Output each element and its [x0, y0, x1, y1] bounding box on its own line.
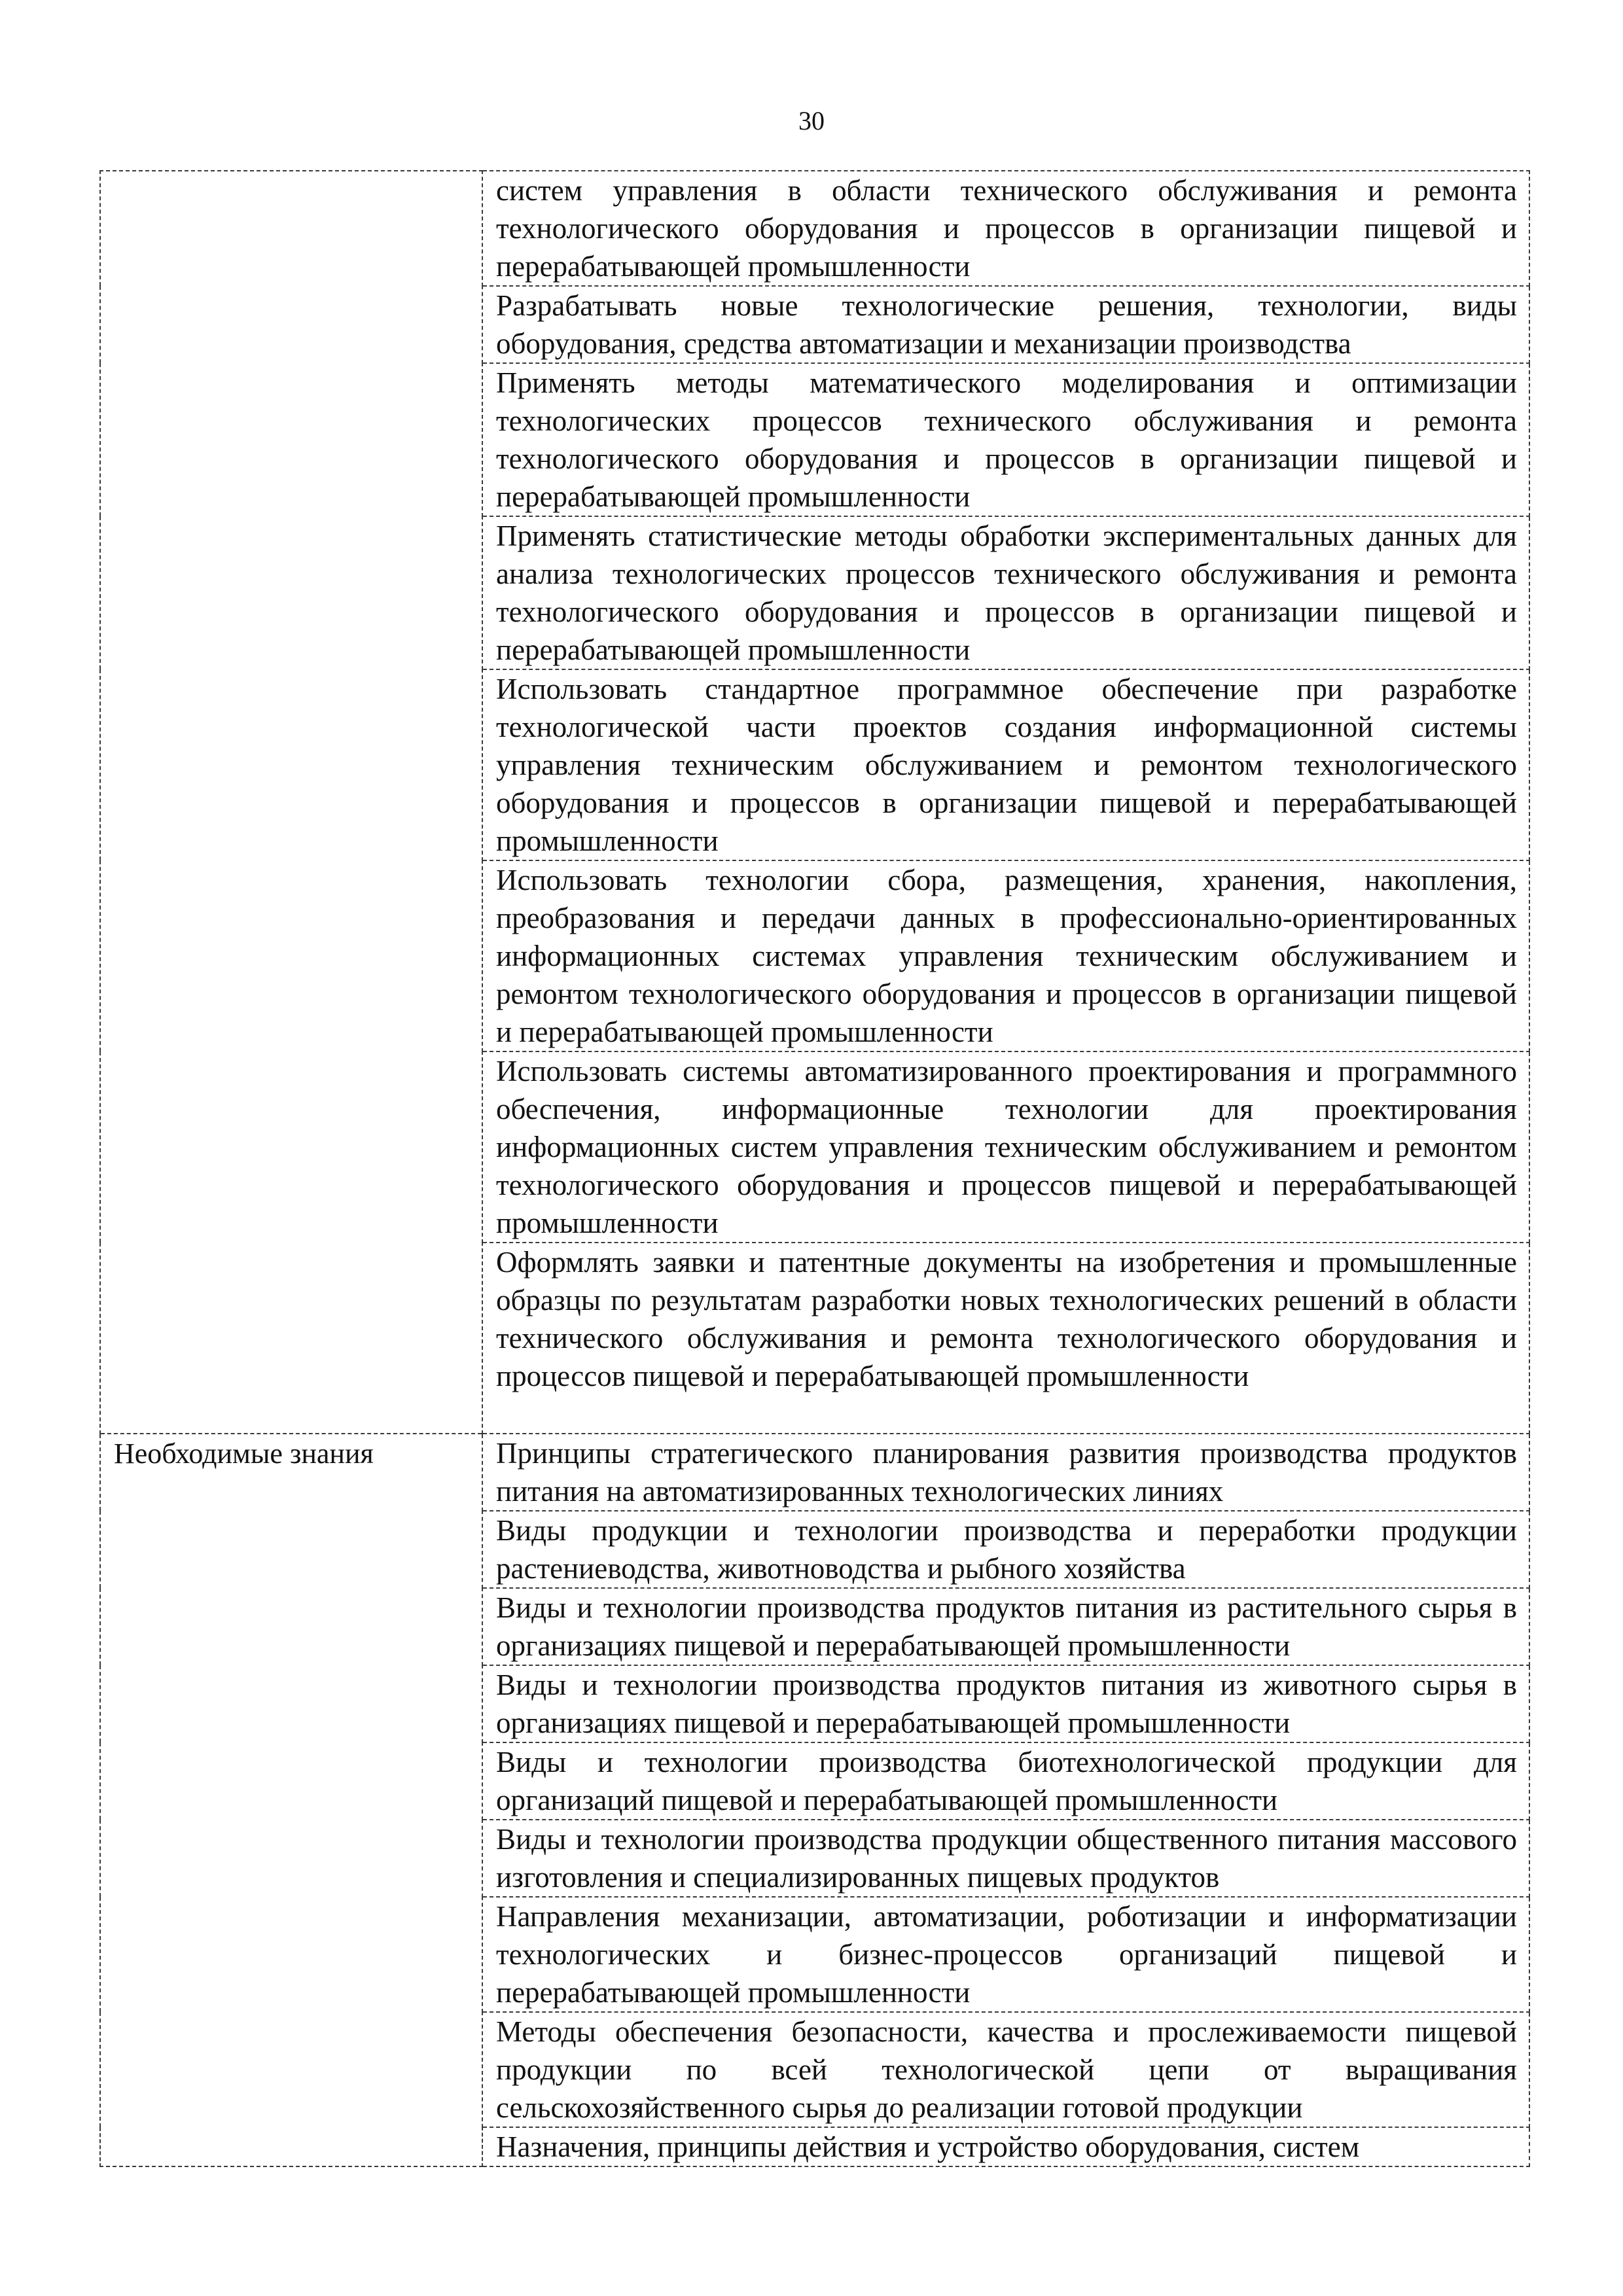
- requirements-table: [99, 170, 1530, 2167]
- table-cell: Виды и технологии производства продуктов питания из растительного сырья в организациях пищевой и перерабатывающей промышленности: [482, 1588, 1529, 1665]
- table-cell: Направления механизации, автоматизации, роботизации и информатизации технологических и бизнес-процессов организаций пищевой и перерабатывающей промышленности: [482, 1897, 1529, 2012]
- table-cell: Применять статистические методы обработки экспериментальных данных для анализа технологических процессов технического обслуживания и ремонта технологического оборудования и процессов в организации пищевой и перерабатывающей промышленности: [482, 516, 1529, 669]
- table-cell: Виды и технологии производства продукции общественного питания массового изготовления и специализированных пищевых продуктов: [482, 1820, 1529, 1897]
- table-cell: Использовать системы автоматизированного проектирования и программного обеспечения, информационные технологии для проектирования информационных систем управления техническим обслуживанием и ремонтом технологического оборудования и процессов пищевой и перерабатывающей промышленности: [482, 1051, 1529, 1243]
- table-cell: Применять методы математического моделирования и оптимизации технологических процессов технического обслуживания и ремонта технологического оборудования и процессов в организации пищевой и перерабатывающей промышленности: [482, 363, 1529, 516]
- table-cell: Виды и технологии производства продуктов питания из животного сырья в организациях пищевой и перерабатывающей промышленности: [482, 1665, 1529, 1742]
- table-cell: Виды и технологии производства биотехнологической продукции для организаций пищевой и перерабатывающей промышленности: [482, 1742, 1529, 1820]
- section-label-empty: [100, 171, 482, 1434]
- table-cell: Использовать стандартное программное обеспечение при разработке технологической части проектов создания информационной системы управления техническим обслуживанием и ремонтом технологического оборудования и процессов в организации пищевой и перерабатывающей промышленности: [482, 669, 1529, 860]
- table-row: [100, 171, 1529, 286]
- table-cell: Разрабатывать новые технологические решения, технологии, виды оборудования, средства автоматизации и механизации производства: [482, 286, 1529, 363]
- table-cell: Виды продукции и технологии производства и переработки продукции растениеводства, животноводства и рыбного хозяйства: [482, 1511, 1529, 1588]
- table-cell: Назначения, принципы действия и устройство оборудования, систем: [482, 2127, 1529, 2166]
- table-cell: Принципы стратегического планирования развития производства продуктов питания на автоматизированных технологических линиях: [482, 1434, 1529, 1511]
- table-cell: систем управления в области технического обслуживания и ремонта технологического оборудования и процессов в организации пищевой и перерабатывающей промышленности: [482, 171, 1529, 286]
- page-number: 30: [798, 106, 825, 135]
- section-label: Необходимые знания: [100, 1434, 482, 2166]
- table-cell: Методы обеспечения безопасности, качества и прослеживаемости пищевой продукции по всей технологической цепи от выращивания сельскохозяйственного сырья до реализации готовой продукции: [482, 2012, 1529, 2127]
- table-cell: Оформлять заявки и патентные документы на изобретения и промышленные образцы по результатам разработки новых технологических решений в области технического обслуживания и ремонта технологического оборудования и процессов пищевой и перерабатывающей промышленности: [482, 1243, 1529, 1434]
- table-row: [100, 1434, 1529, 1511]
- table-cell: Использовать технологии сбора, размещения, хранения, накопления, преобразования и передачи данных в профессионально-ориентированных информационных системах управления техническим обслуживанием и ремонтом технологического оборудования и процессов в организации пищевой и перерабатывающей промышленности: [482, 860, 1529, 1051]
